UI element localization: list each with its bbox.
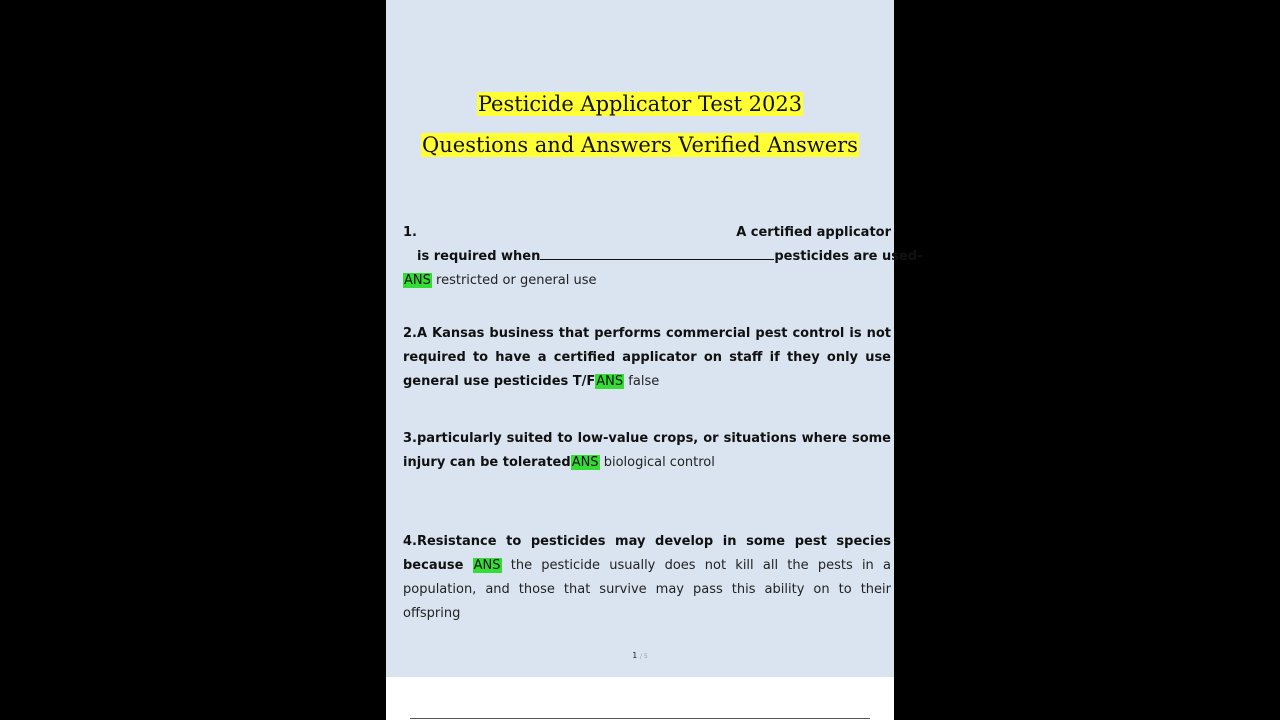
ans-badge: ANS — [473, 558, 501, 573]
question-3 — [403, 427, 891, 475]
question-number: 1. — [403, 225, 417, 240]
page-current: 1 — [632, 651, 638, 660]
divider — [410, 718, 870, 719]
document-title — [386, 91, 894, 117]
fill-in-blank — [540, 245, 774, 260]
page-indicator — [386, 651, 894, 660]
question-text: Resistance to pesticides may develop in some pest species because — [403, 534, 891, 573]
answer-text: false — [628, 374, 660, 389]
answer-text: biological control — [603, 455, 715, 470]
question-text: A Kansas business that performs commercial pest control is not required to have a certified applicator on staff if they only use general use pesticides T/F — [403, 326, 891, 389]
document-page — [386, 0, 923, 677]
ans-badge: ANS — [571, 455, 599, 470]
question-1 — [403, 221, 923, 293]
question-text: particularly suited to low-value crops, or situations where some injury can be tolerated — [403, 431, 891, 470]
title-line-2: Questions and Answers Verified Answers — [422, 133, 858, 157]
question-number: 2. — [403, 326, 417, 341]
answer-text: restricted or general use — [436, 273, 597, 288]
document-subtitle — [386, 132, 894, 158]
question-number: 4. — [403, 534, 417, 549]
title-line-1: Pesticide Applicator Test 2023 — [477, 92, 803, 116]
next-page-preview — [386, 677, 894, 720]
page-total: / 5 — [639, 653, 648, 660]
ans-badge: ANS — [596, 374, 624, 389]
ans-badge: ANS — [404, 273, 431, 288]
question-number: 3. — [403, 431, 417, 446]
question-text-part-c: pesticides are used- — [774, 249, 923, 264]
answer-text: the pesticide usually does not kill all the pests in a population, and those that survive may pass this ability on to their offspring — [403, 558, 891, 621]
question-4 — [403, 530, 891, 626]
question-2 — [403, 322, 891, 394]
question-text-part-a: A certified applicator — [736, 225, 891, 240]
question-text-part-b: is required when — [417, 249, 541, 264]
